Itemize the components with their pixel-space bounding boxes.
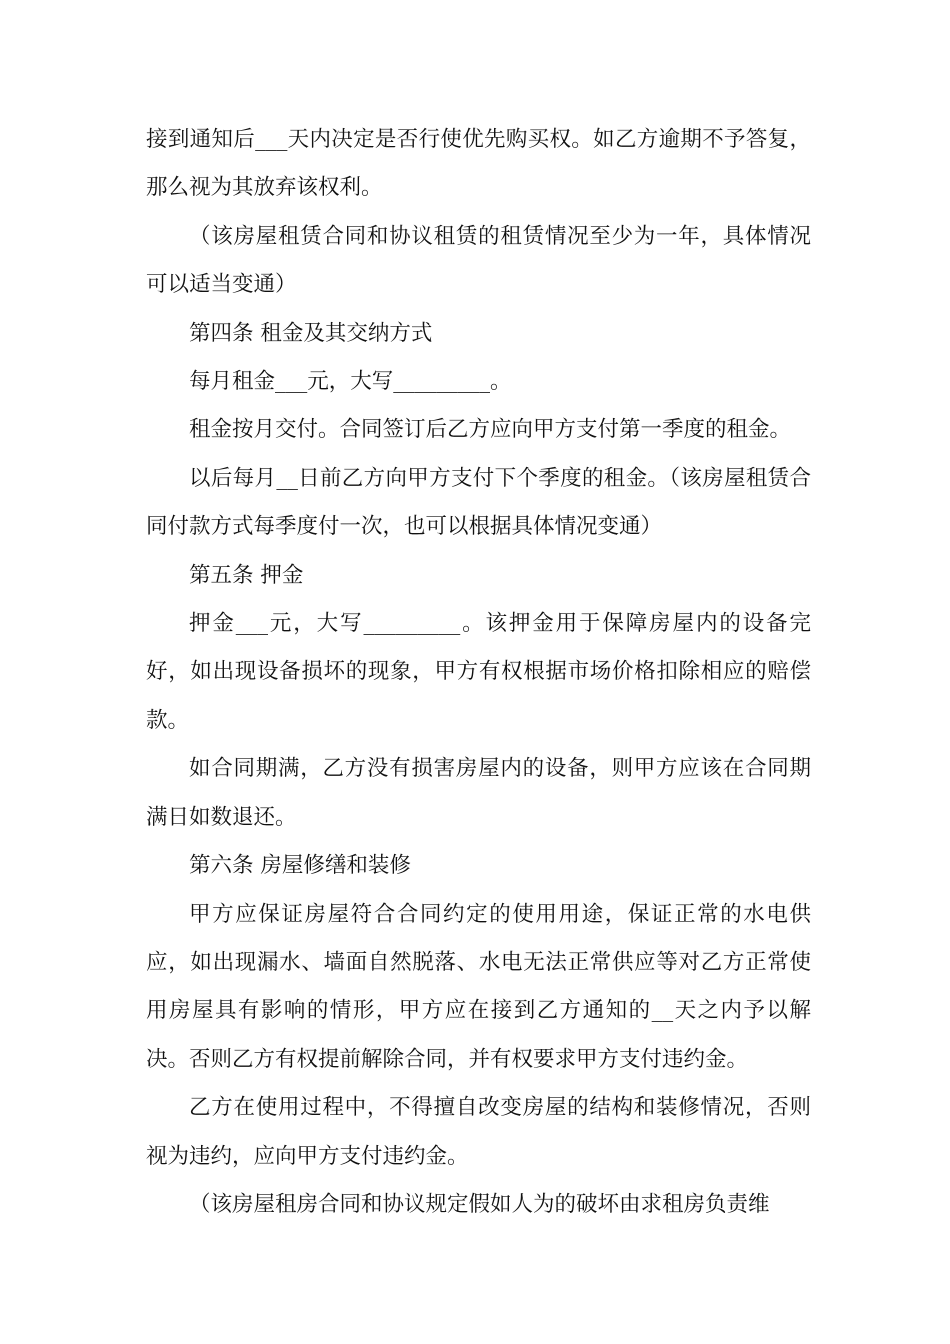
paragraph-deposit-refund: 如合同期满，乙方没有损害房屋内的设备，则甲方应该在合同期满日如数退还。 xyxy=(146,756,811,830)
paragraph-tenant-alterations: 乙方在使用过程中，不得擅自改变房屋的结构和装修情况，否则视为违约，应向甲方支付违约金。 xyxy=(146,1095,811,1169)
article-4-heading: 第四条 租金及其交纳方式 xyxy=(189,320,433,346)
paragraph-quarterly-payment: 以后每月__日前乙方向甲方支付下个季度的租金。（该房屋租赁合同付款方式每季度付一次，也可以根据具体情况变通） xyxy=(146,465,811,540)
paragraph-note-lease-term: （该房屋租赁合同和协议租赁的租赁情况至少为一年，具体情况可以适当变通） xyxy=(146,223,811,298)
article-5-heading: 第五条 押金 xyxy=(189,562,304,588)
paragraph-monthly-rent: 每月租金___元，大写_________。 xyxy=(189,369,512,395)
article-6-heading: 第六条 房屋修缮和装修 xyxy=(189,853,411,879)
paragraph-deposit: 押金___元，大写_________。该押金用于保障房屋内的设备完好，如出现设备损坏的现象，甲方有权根据市场价格扣除相应的赔偿款。 xyxy=(146,611,811,733)
paragraph-continuation: 接到通知后___天内决定是否行使优先购买权。如乙方逾期不予答复，那么视为其放弃该权利。 xyxy=(146,127,811,201)
document-body xyxy=(146,116,811,1229)
paragraph-note-damage: （该房屋租房合同和协议规定假如人为的破坏由求租房负责维 xyxy=(189,1191,770,1217)
paragraph-landlord-repairs: 甲方应保证房屋符合合同约定的使用用途，保证正常的水电供应，如出现漏水、墙面自然脱落、水电无法正常供应等对乙方正常使用房屋具有影响的情形，甲方应在接到乙方通知的__天之内予以解决。否则乙方有权提前解除合同，并有权要求甲方支付违约金。 xyxy=(146,901,811,1072)
paragraph-rent-payment: 租金按月交付。合同签订后乙方应向甲方支付第一季度的租金。 xyxy=(189,417,792,443)
